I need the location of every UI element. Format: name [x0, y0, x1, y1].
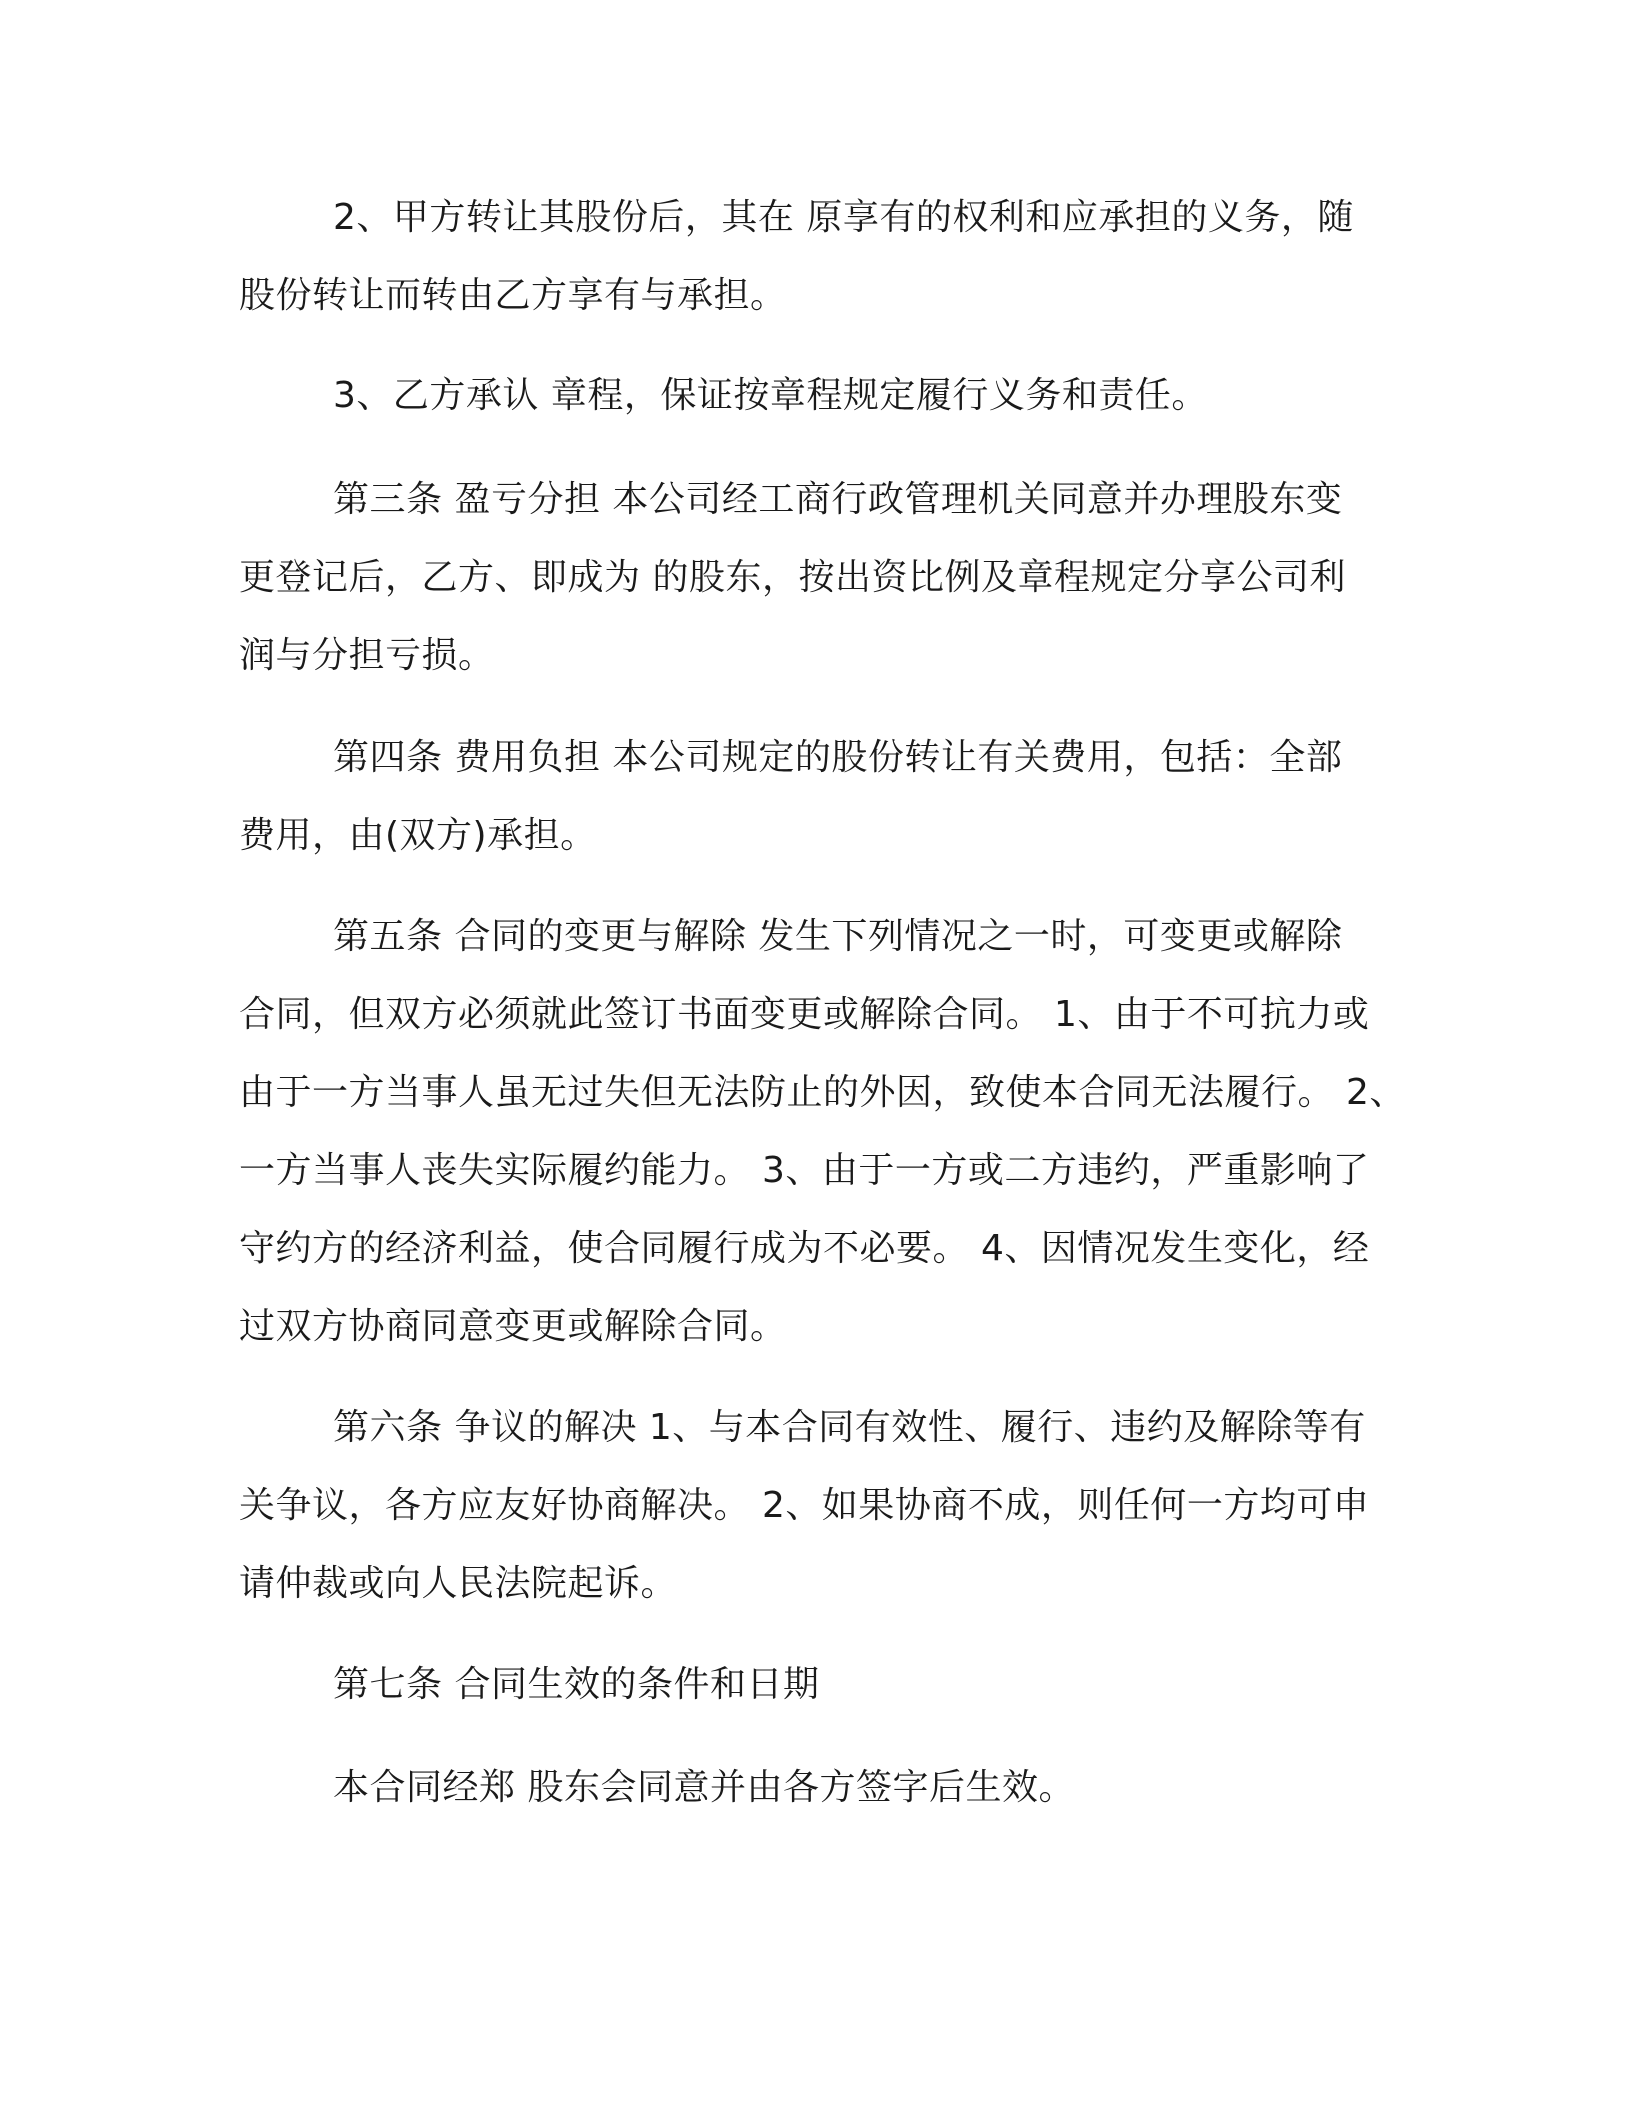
text-line: 守约方的经济利益，使合同履行成为不必要。 4、因情况发生变化，经 — [239, 1228, 1370, 1269]
text-line: 合同，但双方必须就此签订书面变更或解除合同。 1、由于不可抗力或 — [239, 994, 1370, 1035]
text-line: 关争议，各方应友好协商解决。 2、如果协商不成，则任何一方均可申 — [239, 1485, 1370, 1526]
text-line: 第五条 合同的变更与解除 发生下列情况之一时，可变更或解除 — [333, 916, 1343, 957]
text-line: 一方当事人丧失实际履约能力。 3、由于一方或二方违约，严重影响了 — [239, 1150, 1370, 1191]
text-line: 请仲裁或向人民法院起诉。 — [239, 1563, 678, 1604]
text-line: 润与分担亏损。 — [239, 635, 495, 676]
text-line: 本合同经郑 股东会同意并由各方签字后生效。 — [333, 1767, 1075, 1808]
text-line: 股份转让而转由乙方享有与承担。 — [239, 275, 787, 316]
text-line: 3、乙方承认 章程，保证按章程规定履行义务和责任。 — [333, 375, 1208, 416]
text-line: 更登记后，乙方、即成为 的股东，按出资比例及章程规定分享公司利 — [239, 557, 1346, 598]
text-line: 第六条 争议的解决 1、与本合同有效性、履行、违约及解除等有 — [333, 1407, 1366, 1448]
text-line: 第三条 盈亏分担 本公司经工商行政管理机关同意并办理股东变 — [333, 479, 1343, 520]
text-line: 2、甲方转让其股份后，其在 原享有的权利和应承担的义务，随 — [333, 197, 1354, 238]
text-line: 第七条 合同生效的条件和日期 — [333, 1664, 820, 1705]
text-line: 由于一方当事人虽无过失但无法防止的外因，致使本合同无法履行。 2、 — [239, 1072, 1406, 1113]
text-line: 过双方协商同意变更或解除合同。 — [239, 1306, 787, 1347]
text-line: 费用，由(双方)承担。 — [239, 815, 597, 856]
text-line: 第四条 费用负担 本公司规定的股份转让有关费用，包括：全部 — [333, 737, 1343, 778]
